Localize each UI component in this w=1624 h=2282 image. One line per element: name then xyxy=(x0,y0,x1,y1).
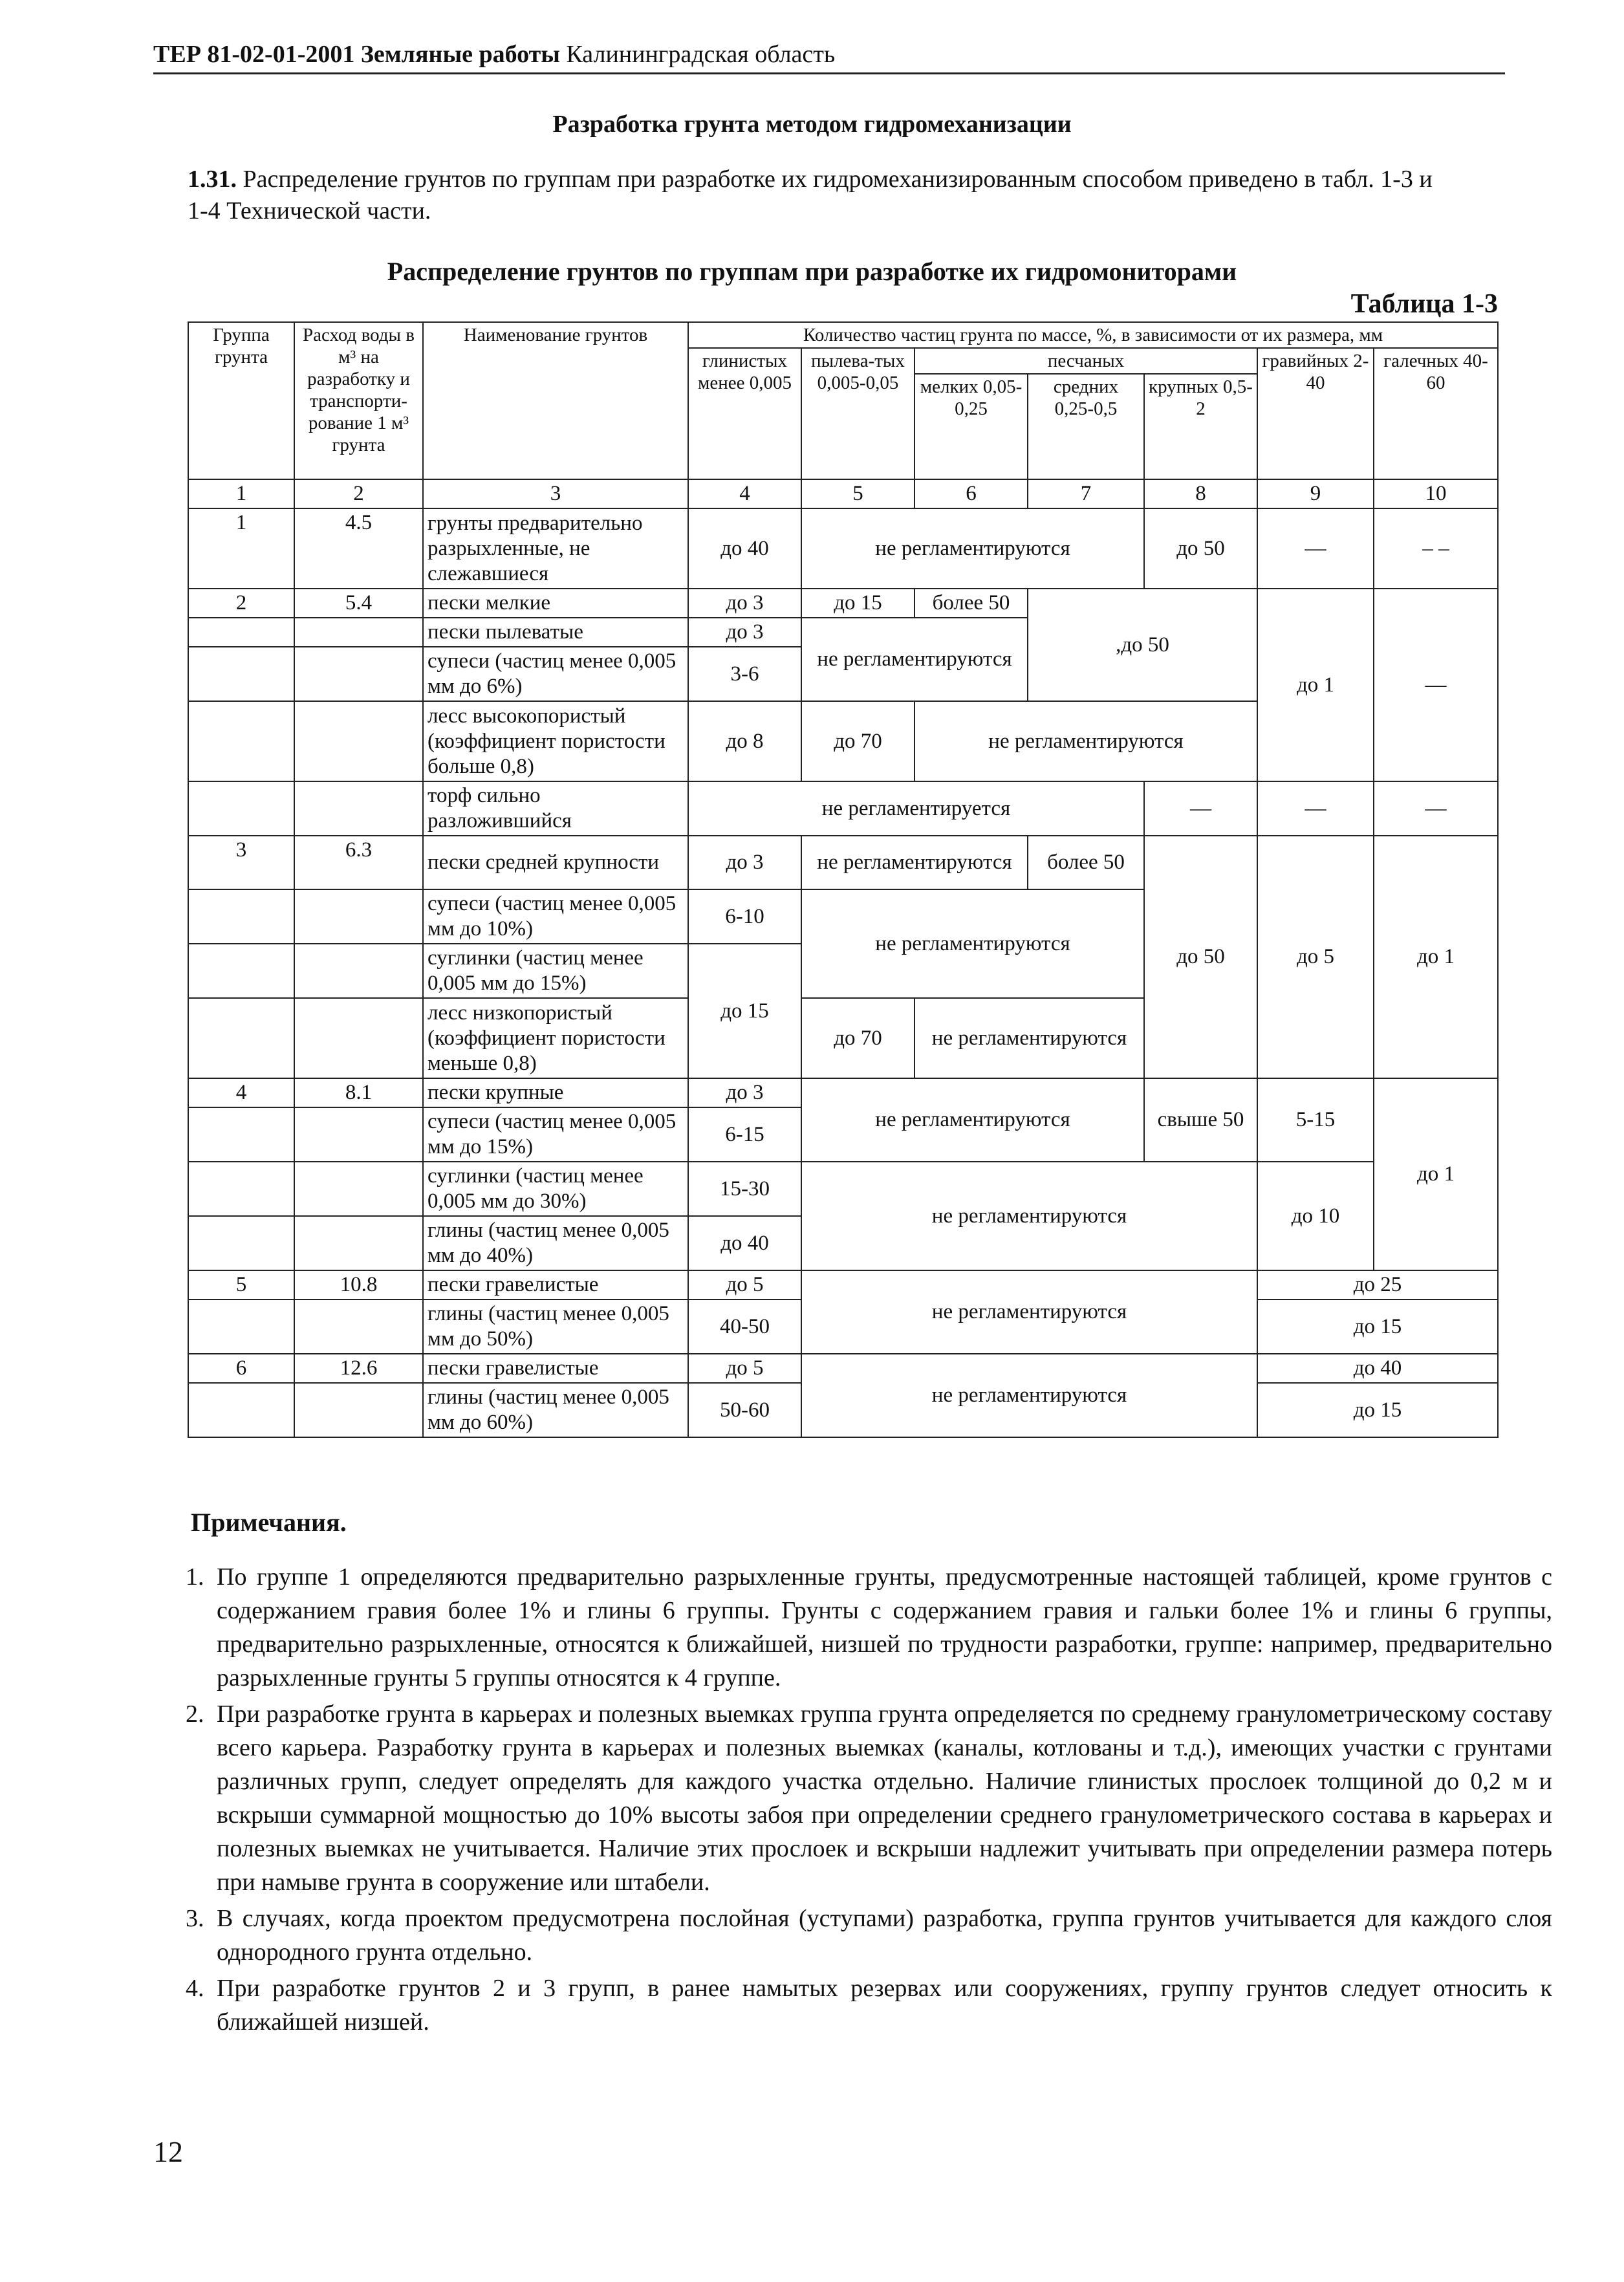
value-cell: более 50 xyxy=(1028,836,1144,889)
value-cell: до 3 xyxy=(688,589,801,618)
value-cell: — xyxy=(1257,508,1374,589)
th-sand-fine: мелких 0,05-0,25 xyxy=(915,374,1028,479)
group-cell xyxy=(188,1299,294,1354)
table-row xyxy=(188,1270,1498,1299)
value-cell: до 1 xyxy=(1257,589,1374,781)
col-num: 6 xyxy=(915,479,1028,508)
group-cell xyxy=(188,618,294,647)
value-cell: не регламентируются xyxy=(801,1078,1144,1162)
value-cell: не регламентируются xyxy=(801,508,1144,589)
paragraph-text: Распределение грунтов по группам при разработке их гидромеханизированным способом приведено в табл. 1-3 и xyxy=(243,166,1433,193)
group-cell: 6 xyxy=(188,1354,294,1383)
value-cell: 40-50 xyxy=(688,1299,801,1354)
value-cell: более 50 xyxy=(915,589,1028,618)
group-cell xyxy=(188,944,294,998)
note-item: 4. При разработке грунтов 2 и 3 групп, в ранее намытых резервах или сооружениях, группу грунтов следует относить к ближайшей низшей. xyxy=(210,1972,1552,2039)
value-cell: до 8 xyxy=(688,701,801,781)
value-cell: не регламентируются xyxy=(915,701,1257,781)
value-cell: не регламентируются xyxy=(801,1270,1257,1354)
value-cell: — xyxy=(1144,781,1257,836)
water-cell: 12.6 xyxy=(294,1354,423,1383)
header-code: ТЕР 81-02-01-2001 Земляные работы xyxy=(153,41,560,68)
table-row xyxy=(188,781,1498,836)
table-row xyxy=(188,836,1498,889)
soil-name-cell: суглинки (частиц менее 0,005 мм до 30%) xyxy=(423,1162,688,1216)
col-num: 1 xyxy=(188,479,294,508)
soil-name-cell: супеси (частиц менее 0,005 мм до 10%) xyxy=(423,889,688,944)
soil-name-cell: пески средней крупности xyxy=(423,836,688,889)
soil-groups-table xyxy=(188,321,1499,1438)
group-cell xyxy=(188,701,294,781)
value-cell: до 50 xyxy=(1144,508,1257,589)
table-row xyxy=(188,1078,1498,1107)
paragraph-number: 1.31. xyxy=(188,166,237,193)
soil-name-cell: супеси (частиц менее 0,005 мм до 15%) xyxy=(423,1107,688,1162)
value-cell: — xyxy=(1374,781,1498,836)
water-cell xyxy=(294,1216,423,1270)
th-particles: Количество частиц грунта по массе, %, в зависимости от их размера, мм xyxy=(688,322,1498,348)
water-cell xyxy=(294,1162,423,1216)
value-cell: ,до 50 xyxy=(1028,589,1257,701)
column-numbers-row xyxy=(188,479,1498,508)
th-sand-coarse: крупных 0,5-2 xyxy=(1144,374,1257,479)
soil-name-cell: глины (частиц менее 0,005 мм до 40%) xyxy=(423,1216,688,1270)
th-water: Расход воды в м³ на разработку и транспорти-рование 1 м³ грунта xyxy=(294,322,423,479)
group-cell xyxy=(188,998,294,1078)
running-header xyxy=(153,40,1505,74)
soil-name-cell: глины (частиц менее 0,005 мм до 50%) xyxy=(423,1299,688,1354)
group-cell xyxy=(188,647,294,701)
value-cell: 6-15 xyxy=(688,1107,801,1162)
water-cell xyxy=(294,1107,423,1162)
value-cell: до 5 xyxy=(688,1270,801,1299)
group-cell xyxy=(188,1162,294,1216)
value-cell: до 70 xyxy=(801,998,915,1078)
group-cell xyxy=(188,1216,294,1270)
water-cell xyxy=(294,1299,423,1354)
soil-name-cell: супеси (частиц менее 0,005 мм до 6%) xyxy=(423,647,688,701)
group-cell: 3 xyxy=(188,836,294,889)
value-cell: не регламентируются xyxy=(801,889,1144,998)
value-cell: не регламентируются xyxy=(801,1162,1257,1270)
value-cell: до 3 xyxy=(688,1078,801,1107)
value-cell: до 10 xyxy=(1257,1162,1374,1270)
soil-name-cell: пески мелкие xyxy=(423,589,688,618)
soil-name-cell: пески гравелистые xyxy=(423,1270,688,1299)
water-cell xyxy=(294,781,423,836)
value-cell: до 15 xyxy=(801,589,915,618)
page-number: 12 xyxy=(153,2135,183,2168)
value-cell: до 40 xyxy=(688,508,801,589)
value-cell: до 70 xyxy=(801,701,915,781)
group-cell: 1 xyxy=(188,508,294,589)
th-gravel: гравийных 2-40 xyxy=(1257,348,1374,479)
th-group: Группа грунта xyxy=(188,322,294,479)
th-clay: глинистых менее 0,005 xyxy=(688,348,801,479)
water-cell: 10.8 xyxy=(294,1270,423,1299)
th-name: Наименование грунтов xyxy=(423,322,688,479)
table-row xyxy=(188,1162,1498,1216)
water-cell: 6.3 xyxy=(294,836,423,889)
note-item: 1. По группе 1 определяются предварительно разрыхленные грунты, предусмотренные настоящей таблицей, кроме грунтов с содержанием гравия более 1% и глины 6 группы. Грунты с содержанием гравия и гальки более 1% и глины 6 группы, предварительно разрыхленные, относятся к ближайшей, низшей по трудности разработки, группе: например, предварительно разрыхленные грунты 5 группы относятся к 4 группе. xyxy=(210,1560,1552,1695)
value-cell: до 5 xyxy=(1257,836,1374,1078)
col-num: 7 xyxy=(1028,479,1144,508)
value-cell: 5-15 xyxy=(1257,1078,1374,1162)
value-cell: не регламентируются xyxy=(915,998,1144,1078)
soil-name-cell: лесс высокопористый (коэффициент пористости больше 0,8) xyxy=(423,701,688,781)
th-dust: пылева-тых 0,005-0,05 xyxy=(801,348,915,479)
paragraph-1-31 xyxy=(188,162,1507,197)
value-cell: не регламентируются xyxy=(801,836,1028,889)
table-label: Таблица 1-3 xyxy=(1350,289,1498,319)
value-cell: до 40 xyxy=(688,1216,801,1270)
water-cell xyxy=(294,618,423,647)
value-cell: свыше 50 xyxy=(1144,1078,1257,1162)
water-cell xyxy=(294,944,423,998)
water-cell xyxy=(294,701,423,781)
col-num: 4 xyxy=(688,479,801,508)
group-cell xyxy=(188,1383,294,1437)
paragraph-continuation: 1-4 Технической части. xyxy=(188,197,431,224)
value-cell: до 50 xyxy=(1144,836,1257,1078)
section-title: Разработка грунта методом гидромеханизации xyxy=(552,111,1072,138)
soil-name-cell: пески пылеватые xyxy=(423,618,688,647)
value-cell: — xyxy=(1374,589,1498,781)
th-sand-medium: средних 0,25-0,5 xyxy=(1028,374,1144,479)
table-row xyxy=(188,1354,1498,1383)
col-num: 2 xyxy=(294,479,423,508)
value-cell: не регламентируется xyxy=(688,781,1144,836)
col-num: 3 xyxy=(423,479,688,508)
value-cell: до 3 xyxy=(688,618,801,647)
group-cell xyxy=(188,781,294,836)
value-cell: до 3 xyxy=(688,836,801,889)
value-cell: до 15 xyxy=(688,944,801,1078)
value-cell: не регламентируются xyxy=(801,618,1028,701)
group-cell xyxy=(188,1107,294,1162)
value-cell: 15-30 xyxy=(688,1162,801,1216)
soil-name-cell: грунты предварительно разрыхленные, не слежавшиеся xyxy=(423,508,688,589)
water-cell xyxy=(294,1383,423,1437)
table-row xyxy=(188,508,1498,589)
water-cell xyxy=(294,889,423,944)
col-num: 9 xyxy=(1257,479,1374,508)
water-cell: 8.1 xyxy=(294,1078,423,1107)
header-region: Калининградская область xyxy=(566,41,836,68)
group-cell xyxy=(188,889,294,944)
group-cell: 5 xyxy=(188,1270,294,1299)
notes-list xyxy=(165,1560,1552,2041)
soil-name-cell: торф сильно разложившийся xyxy=(423,781,688,836)
value-cell: до 5 xyxy=(688,1354,801,1383)
soil-name-cell: глины (частиц менее 0,005 мм до 60%) xyxy=(423,1383,688,1437)
table-row xyxy=(188,589,1498,618)
value-cell: до 15 xyxy=(1257,1299,1498,1354)
notes-title: Примечания. xyxy=(191,1508,347,1537)
value-cell: до 1 xyxy=(1374,836,1498,1078)
value-cell: — xyxy=(1257,781,1374,836)
th-sand: песчаных xyxy=(915,348,1257,374)
water-cell xyxy=(294,998,423,1078)
water-cell: 4.5 xyxy=(294,508,423,589)
value-cell: не регламентируются xyxy=(801,1354,1257,1437)
value-cell: до 1 xyxy=(1374,1078,1498,1270)
value-cell: 50-60 xyxy=(688,1383,801,1437)
soil-name-cell: пески крупные xyxy=(423,1078,688,1107)
value-cell: 3-6 xyxy=(688,647,801,701)
soil-name-cell: суглинки (частиц менее 0,005 мм до 15%) xyxy=(423,944,688,998)
soil-name-cell: лесс низкопористый (коэффициент пористости меньше 0,8) xyxy=(423,998,688,1078)
group-cell: 2 xyxy=(188,589,294,618)
value-cell: до 15 xyxy=(1257,1383,1498,1437)
col-num: 8 xyxy=(1144,479,1257,508)
note-item: 3. В случаях, когда проектом предусмотрена послойная (уступами) разработка, группа грунтов учитывается для каждого слоя однородного грунта отдельно. xyxy=(210,1902,1552,1969)
group-cell: 4 xyxy=(188,1078,294,1107)
value-cell: до 40 xyxy=(1257,1354,1498,1383)
note-item: 2. При разработке грунта в карьерах и полезных выемках группа грунта определяется по среднему гранулометрическому составу всего карьера. Разработку грунта в карьерах и полезных выемках (каналы, котлованы и т.д.), имеющих участки с грунтами различных групп, следует определять для каждого участка отдельно. Наличие глинистых прослоек толщиной до 0,2 м и вскрыши суммарной мощностью до 10% высоты забоя при определении среднего гранулометрического состава в карьерах и полезных выемках не учитывается. Наличие этих прослоек и вскрыши надлежит учитывать при определении размера потерь при намыве грунта в сооружение или штабели. xyxy=(210,1697,1552,1899)
water-cell xyxy=(294,647,423,701)
table-title: Распределение грунтов по группам при разработке их гидромониторами xyxy=(387,257,1237,286)
water-cell: 5.4 xyxy=(294,589,423,618)
col-num: 5 xyxy=(801,479,915,508)
th-pebble: галечных 40-60 xyxy=(1374,348,1498,479)
soil-name-cell: пески гравелистые xyxy=(423,1354,688,1383)
value-cell: до 25 xyxy=(1257,1270,1498,1299)
value-cell: 6-10 xyxy=(688,889,801,944)
value-cell: – – xyxy=(1374,508,1498,589)
col-num: 10 xyxy=(1374,479,1498,508)
